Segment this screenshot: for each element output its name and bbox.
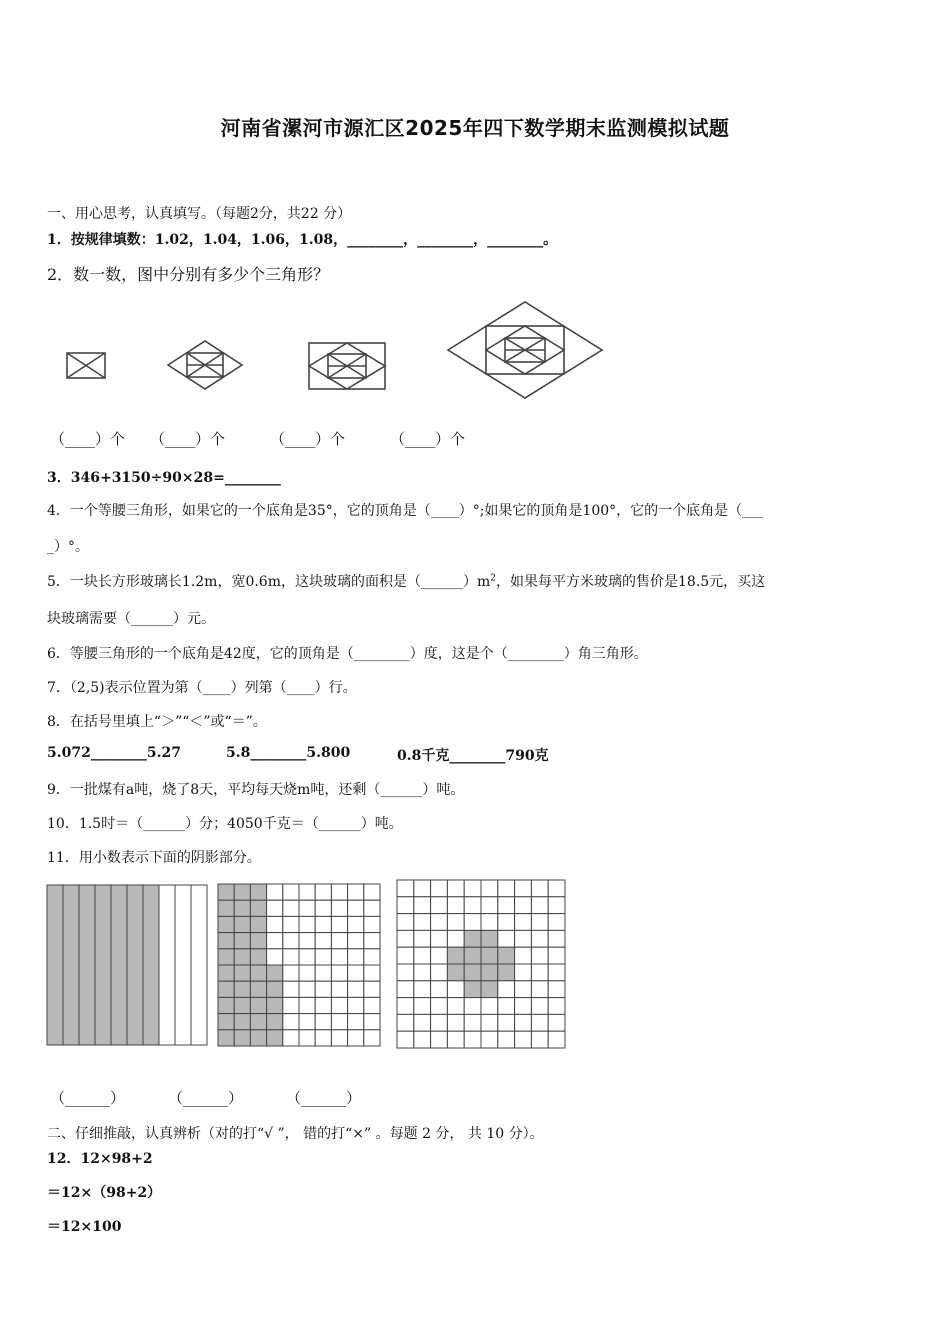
q5-part-b: ，如果每平方米玻璃的售价是18.5元，买这: [496, 574, 766, 590]
question-9: 9．一批煤有a吨，烧了8天，平均每天烧m吨，还剩（______）吨。: [47, 782, 465, 798]
grid-a-cell: [331, 981, 347, 997]
q8-item-2: 5.8________5.800: [226, 745, 351, 761]
grid-a-cell: [348, 900, 364, 916]
grid-a-cell: [364, 1030, 380, 1046]
grid-a-cell: [315, 981, 331, 997]
grid-b-cell: [531, 914, 548, 931]
grid-b-cell: [515, 880, 532, 897]
grid-a-cell: [299, 981, 315, 997]
grid-b-cell: [464, 880, 481, 897]
grid-a-cell: [299, 916, 315, 932]
grid-b-cell: [414, 1014, 431, 1031]
grid-a-cell: [348, 884, 364, 900]
grid-b-cell: [531, 930, 548, 947]
page-title: 河南省漯河市源汇区2025年四下数学期末监测模拟试题: [220, 116, 730, 140]
grid-b-cell: [447, 897, 464, 914]
grid-b-cell: [481, 880, 498, 897]
grid-b-cell: [515, 897, 532, 914]
grid-b-cell: [397, 998, 414, 1015]
grid-b-cell: [481, 947, 498, 964]
grid-a-cell: [315, 1030, 331, 1046]
grid-a-cell: [299, 933, 315, 949]
grid-b-cell: [414, 964, 431, 981]
grid-b-cell: [397, 947, 414, 964]
strip-10: [191, 885, 207, 1045]
grid-a-cell: [315, 997, 331, 1013]
q11-answer-2: （______）: [168, 1089, 244, 1107]
grid-a-cell: [267, 900, 283, 916]
q11-answer-3: （______）: [286, 1089, 362, 1107]
question-4-line-1: 4．一个等腰三角形，如果它的一个底角是35°，它的顶角是（____）°;如果它的顶角是100°，它的一个底角是（___: [47, 503, 764, 519]
grid-b-cell: [464, 947, 481, 964]
grid-b-cell: [531, 998, 548, 1015]
grid-b-cell: [515, 1031, 532, 1048]
grid-b-cell: [397, 897, 414, 914]
question-5-line-1: [47, 571, 765, 591]
grid-a-cell: [234, 981, 250, 997]
grid-b-cell: [397, 1014, 414, 1031]
grid-b-cell: [548, 947, 565, 964]
grid-b-cell: [498, 897, 515, 914]
grid-b-cell: [481, 1014, 498, 1031]
grid-b-cell: [531, 897, 548, 914]
grid-a-cell: [283, 1014, 299, 1030]
grid-a-cell: [267, 933, 283, 949]
grid-a-cell: [299, 965, 315, 981]
grid-a-cell: [267, 949, 283, 965]
grid-b-cell: [481, 964, 498, 981]
grid-b-cell: [548, 914, 565, 931]
grid-a-cell: [331, 1030, 347, 1046]
grid-b-cell: [431, 947, 448, 964]
q5-part-a: 5．一块长方形玻璃长1.2m，宽0.6m，这块玻璃的面积是（______）m: [47, 574, 491, 590]
grid-a-cell: [234, 949, 250, 965]
section2-heading: 二、仔细推敲，认真辨析（对的打“√ ”， 错的打“×” 。每题 2 分， 共 10 分）。: [47, 1126, 544, 1142]
grid-b-cell: [464, 897, 481, 914]
grid-b-cell: [447, 981, 464, 998]
grid-a-cell: [283, 884, 299, 900]
q12-line-1: 12．12×98+2: [47, 1151, 153, 1167]
question-4-line-2: _）°。: [47, 539, 89, 555]
grid-b-cell: [498, 880, 515, 897]
strip-7: [143, 885, 159, 1045]
question-2: 2．数一数，图中分别有多少个三角形？: [47, 265, 330, 284]
grid-a-cell: [218, 997, 234, 1013]
grid-a-cell: [299, 997, 315, 1013]
grid-b-cell: [397, 880, 414, 897]
strip-9: [175, 885, 191, 1045]
grid-a-cell: [348, 981, 364, 997]
grid-a-cell: [267, 981, 283, 997]
strip-2: [63, 885, 79, 1045]
strip-4: [95, 885, 111, 1045]
grid-b-cell: [431, 1031, 448, 1048]
grid-a-cell: [250, 916, 266, 932]
grid-a-cell: [364, 933, 380, 949]
grid-b-cell: [498, 964, 515, 981]
grid-b-cell: [447, 1014, 464, 1031]
triangle-figure-3: [309, 343, 385, 389]
grid-a-cell: [364, 884, 380, 900]
grid-b-cell: [414, 1031, 431, 1048]
grid-a-cell: [283, 997, 299, 1013]
grid-a-cell: [299, 1014, 315, 1030]
grid-a-cell: [250, 949, 266, 965]
grid-b-cell: [548, 897, 565, 914]
grid-a-cell: [331, 965, 347, 981]
grid-a-cell: [331, 900, 347, 916]
grid-a-cell: [315, 884, 331, 900]
grid-b-cell: [498, 930, 515, 947]
grid-a-cell: [283, 900, 299, 916]
grid-a-cell: [218, 965, 234, 981]
question-10: 10．1.5时＝（______）分；4050千克＝（______）吨。: [47, 816, 403, 832]
grid-b-cell: [397, 1031, 414, 1048]
q2-answer-1: （____）个: [50, 430, 126, 448]
grid-a-cell: [267, 965, 283, 981]
grid-a-cell: [331, 949, 347, 965]
strip-5: [111, 885, 127, 1045]
grid-b-cell: [515, 930, 532, 947]
grid-b-cell: [397, 914, 414, 931]
grid-b-cell: [414, 998, 431, 1015]
grid-b-cell: [548, 964, 565, 981]
grid-b-cell: [464, 1031, 481, 1048]
grid-b-cell: [498, 981, 515, 998]
grid-a-cell: [299, 900, 315, 916]
grid-a-cell: [331, 916, 347, 932]
grid-a-cell: [250, 884, 266, 900]
grid-a-cell: [331, 884, 347, 900]
grid-b-cell: [531, 981, 548, 998]
grid-a-cell: [234, 900, 250, 916]
question-8: 8．在括号里填上“＞”“＜”或“＝”。: [47, 714, 267, 730]
grid-a-cell: [250, 965, 266, 981]
grid-b-cell: [498, 947, 515, 964]
grid-a-cell: [364, 1014, 380, 1030]
strip-3: [79, 885, 95, 1045]
grid-a-cell: [234, 1014, 250, 1030]
grid-b-cell: [464, 964, 481, 981]
grid-b-cell: [531, 1014, 548, 1031]
grid-b-cell: [447, 930, 464, 947]
q12-line-3: ＝12×100: [47, 1219, 122, 1235]
grid-b-cell: [431, 930, 448, 947]
grid-a-cell: [331, 997, 347, 1013]
triangle-figure-4: [448, 302, 602, 398]
question-1: 1．按规律填数：1.02，1.04，1.06，1.08，________，________，________。: [47, 232, 558, 248]
grid-a-cell: [348, 916, 364, 932]
grid-a-cell: [218, 949, 234, 965]
grid-a-cell: [250, 933, 266, 949]
grid-b-cell: [481, 930, 498, 947]
grid-a-cell: [234, 916, 250, 932]
grid-a-cell: [364, 965, 380, 981]
shaded-figures: [0, 878, 950, 1058]
grid-b-cell: [548, 1014, 565, 1031]
grid-b-cell: [531, 880, 548, 897]
grid-b-cell: [447, 880, 464, 897]
grid-b-cell: [548, 1031, 565, 1048]
grid-a-cell: [299, 884, 315, 900]
strip-1: [47, 885, 63, 1045]
grid-a-cell: [299, 1030, 315, 1046]
grid-a-cell: [267, 1030, 283, 1046]
grid-b-cell: [447, 947, 464, 964]
grid-a-cell: [218, 916, 234, 932]
grid-b-cell: [531, 947, 548, 964]
q2-answer-2: （____）个: [150, 430, 226, 448]
question-3: 3．346+3150÷90×28=________: [47, 470, 281, 486]
grid-b-cell: [431, 880, 448, 897]
grid-b-cell: [464, 998, 481, 1015]
grid-b-cell: [548, 998, 565, 1015]
grid-b-cell: [464, 1014, 481, 1031]
grid-a-cell: [331, 933, 347, 949]
grid-b-cell: [481, 981, 498, 998]
grid-b-cell: [414, 897, 431, 914]
grid-a-cell: [348, 949, 364, 965]
grid-b-cell: [481, 1031, 498, 1048]
grid-a-cell: [364, 981, 380, 997]
grid-a-cell: [218, 900, 234, 916]
grid-a-cell: [267, 884, 283, 900]
grid-a-cell: [315, 1014, 331, 1030]
grid-b-cell: [498, 1031, 515, 1048]
grid-b-cell: [447, 964, 464, 981]
grid-a-cell: [348, 1014, 364, 1030]
grid-b-cell: [431, 998, 448, 1015]
q8-item-3: 0.8千克________790克: [397, 748, 549, 764]
grid-a-cell: [283, 981, 299, 997]
grid-a-cell: [218, 1014, 234, 1030]
grid-b-cell: [397, 964, 414, 981]
grid-a-cell: [283, 1030, 299, 1046]
grid-a-cell: [218, 933, 234, 949]
q11-answer-1: （______）: [50, 1089, 126, 1107]
question-7: 7．（2,5)表示位置为第（____）列第（____）行。: [47, 680, 357, 696]
grid-b-cell: [447, 1031, 464, 1048]
grid-a-cell: [267, 1014, 283, 1030]
grid-b-cell: [515, 947, 532, 964]
triangle-figures: [0, 295, 950, 415]
grid-a-cell: [218, 884, 234, 900]
grid-a-cell: [348, 965, 364, 981]
q2-answer-3: （____）个: [270, 430, 346, 448]
grid-b-cell: [481, 897, 498, 914]
grid-a-cell: [283, 965, 299, 981]
grid-b-cell: [498, 1014, 515, 1031]
grid-b-cell: [431, 964, 448, 981]
q5-superscript: 2: [490, 573, 496, 584]
grid-b-cell: [414, 947, 431, 964]
grid-b-cell: [515, 998, 532, 1015]
grid-a-cell: [348, 1030, 364, 1046]
grid-a-cell: [250, 981, 266, 997]
grid-b-cell: [414, 880, 431, 897]
grid-b-cell: [431, 914, 448, 931]
grid-a-cell: [234, 965, 250, 981]
strip-6: [127, 885, 143, 1045]
question-6: 6．等腰三角形的一个底角是42度，它的顶角是（________）度，这是个（________）角三角形。: [47, 646, 648, 662]
grid-a-cell: [250, 1030, 266, 1046]
grid-b-cell: [464, 981, 481, 998]
grid-a-cell: [250, 1014, 266, 1030]
grid-b-cell: [414, 981, 431, 998]
grid-b-cell: [548, 880, 565, 897]
triangle-figure-2: [168, 341, 242, 389]
grid-b-cell: [431, 981, 448, 998]
grid-a-cell: [315, 900, 331, 916]
q2-answer-4: （____）个: [390, 430, 466, 448]
grid-b-cell: [515, 1014, 532, 1031]
grid-a-cell: [267, 916, 283, 932]
question-11: 11．用小数表示下面的阴影部分。: [47, 850, 261, 866]
grid-a-cell: [218, 981, 234, 997]
grid-b-cell: [431, 897, 448, 914]
grid-a-cell: [218, 1030, 234, 1046]
grid-b-cell: [464, 914, 481, 931]
grid-b-cell: [515, 914, 532, 931]
grid-a-cell: [283, 933, 299, 949]
grid-a-cell: [364, 900, 380, 916]
grid-b-cell: [515, 981, 532, 998]
grid-a-cell: [364, 997, 380, 1013]
q8-item-1: 5.072________5.27: [47, 745, 181, 761]
grid-b-cell: [498, 914, 515, 931]
section1-heading: 一、用心思考，认真填写。（每题2分，共22 分）: [47, 206, 352, 222]
question-5-line-2: 块玻璃需要（______）元。: [47, 611, 215, 627]
grid-b-cell: [481, 914, 498, 931]
grid-a-cell: [234, 997, 250, 1013]
grid-a-cell: [234, 884, 250, 900]
grid-b-cell: [548, 981, 565, 998]
grid-b-cell: [515, 964, 532, 981]
strip-8: [159, 885, 175, 1045]
grid-a-cell: [315, 916, 331, 932]
q12-line-2: ＝12×（98+2）: [47, 1185, 162, 1201]
grid-b-cell: [414, 930, 431, 947]
grid-b-cell: [548, 930, 565, 947]
grid-a-cell: [234, 1030, 250, 1046]
grid-b-cell: [447, 914, 464, 931]
grid-a-cell: [331, 1014, 347, 1030]
grid-a-cell: [315, 933, 331, 949]
grid-b-cell: [531, 964, 548, 981]
grid-a-cell: [299, 949, 315, 965]
grid-b-cell: [397, 930, 414, 947]
grid-a-cell: [348, 997, 364, 1013]
grid-b-cell: [498, 998, 515, 1015]
grid-a-cell: [250, 900, 266, 916]
grid-a-cell: [267, 997, 283, 1013]
grid-a-cell: [283, 949, 299, 965]
grid-b-cell: [481, 998, 498, 1015]
triangle-figure-1: [67, 353, 105, 378]
grid-a-cell: [364, 916, 380, 932]
grid-a-cell: [348, 933, 364, 949]
grid-b-cell: [464, 930, 481, 947]
grid-a-cell: [250, 997, 266, 1013]
grid-a-cell: [315, 949, 331, 965]
grid-a-cell: [315, 965, 331, 981]
grid-b-cell: [531, 1031, 548, 1048]
grid-a-cell: [283, 916, 299, 932]
grid-a-cell: [234, 933, 250, 949]
grid-b-cell: [414, 914, 431, 931]
grid-b-cell: [397, 981, 414, 998]
grid-a-cell: [364, 949, 380, 965]
grid-b-cell: [447, 998, 464, 1015]
grid-b-cell: [431, 1014, 448, 1031]
